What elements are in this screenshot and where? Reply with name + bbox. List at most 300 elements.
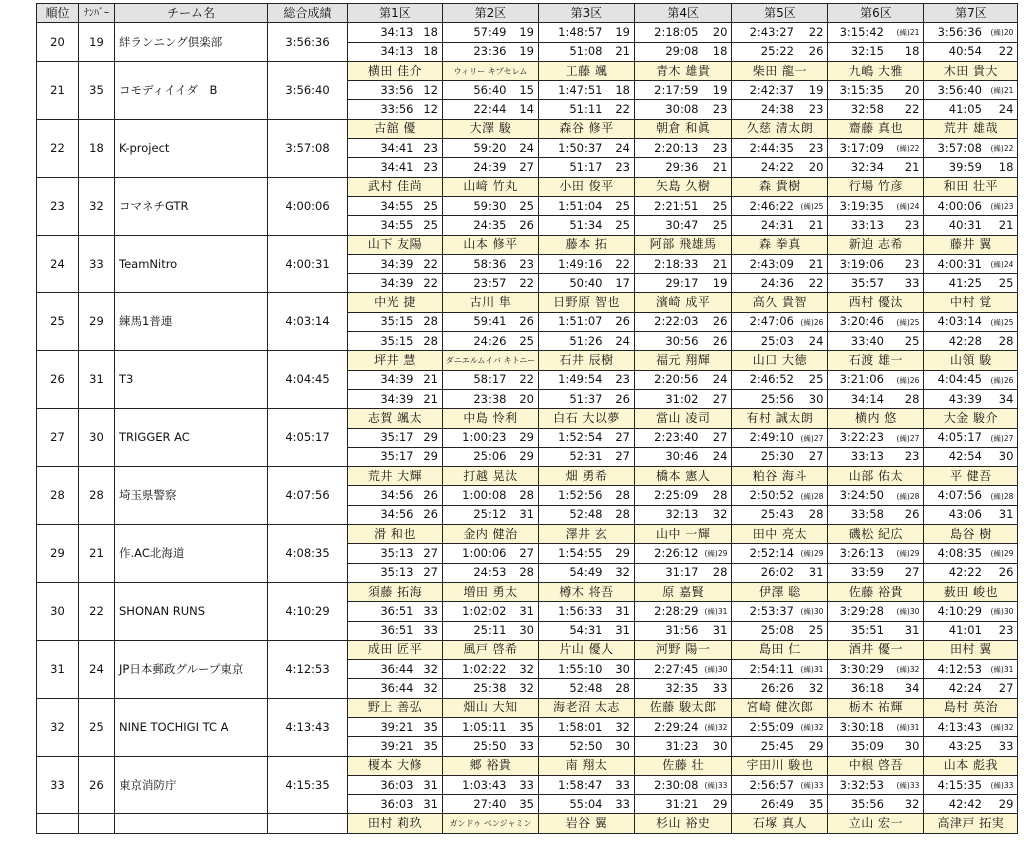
runner-name: 藤井 翼 bbox=[924, 235, 1018, 254]
leg-time: 40:31 bbox=[924, 216, 986, 235]
bib-number: 21 bbox=[79, 525, 115, 583]
leg-time: 24:26 bbox=[443, 332, 511, 351]
bib-number: 22 bbox=[79, 582, 115, 640]
leg-time: 1:50:37 bbox=[539, 139, 607, 158]
leg-rank: 32 bbox=[888, 795, 924, 814]
leg-rank: 27 bbox=[798, 447, 828, 466]
leg-rank: 18 bbox=[703, 42, 732, 61]
leg-time: 43:25 bbox=[924, 737, 986, 756]
runner-names-row bbox=[37, 61, 1018, 80]
leg-time: 22:44 bbox=[443, 100, 511, 119]
leg-time: 1:51:04 bbox=[539, 196, 607, 215]
leg-time: 4:12:53 bbox=[924, 660, 986, 679]
leg-rank: 33 bbox=[986, 737, 1018, 756]
leg-time: 25:11 bbox=[443, 621, 511, 640]
runner-name: 石井 辰樹 bbox=[539, 351, 635, 370]
rank: 21 bbox=[37, 61, 79, 119]
leg-rank: (繰)33 bbox=[798, 775, 828, 794]
leg-time: 3:24:50 bbox=[828, 486, 888, 505]
leg-time: 36:03 bbox=[348, 795, 418, 814]
bib-number: 26 bbox=[79, 756, 115, 814]
total-time: 4:12:53 bbox=[268, 640, 348, 698]
empty-cell bbox=[268, 814, 348, 833]
leg-rank: (繰)33 bbox=[986, 775, 1018, 794]
leg-time: 2:56:57 bbox=[732, 775, 798, 794]
leg-rank: 31 bbox=[511, 602, 539, 621]
leg-time: 3:57:08 bbox=[924, 139, 986, 158]
leg-time: 32:58 bbox=[828, 100, 888, 119]
leg-time: 55:04 bbox=[539, 795, 607, 814]
runner-name: 畑山 大知 bbox=[443, 698, 539, 717]
leg-time: 4:08:35 bbox=[924, 544, 986, 563]
leg-rank: 23 bbox=[703, 100, 732, 119]
leg-time: 31:56 bbox=[635, 621, 703, 640]
leg-time: 3:30:29 bbox=[828, 660, 888, 679]
leg-rank: 20 bbox=[511, 389, 539, 408]
runner-name: 岩谷 翼 bbox=[539, 814, 635, 833]
leg-rank: 28 bbox=[418, 332, 443, 351]
leg-time: 24:38 bbox=[732, 100, 798, 119]
runner-names-row bbox=[37, 177, 1018, 196]
leg-time: 1:58:47 bbox=[539, 775, 607, 794]
leg-rank: 23 bbox=[888, 216, 924, 235]
leg-rank: 29 bbox=[418, 428, 443, 447]
leg-time: 34:56 bbox=[348, 505, 418, 524]
leg-time: 41:25 bbox=[924, 274, 986, 293]
leg-rank: 31 bbox=[607, 602, 635, 621]
leg-rank: 27 bbox=[888, 563, 924, 582]
leg-time: 2:43:09 bbox=[732, 254, 798, 273]
team-name: コマネチGTR bbox=[115, 177, 268, 235]
leg-rank: 28 bbox=[511, 563, 539, 582]
runner-name: 武村 佳尚 bbox=[348, 177, 443, 196]
rank: 33 bbox=[37, 756, 79, 814]
runner-names-row bbox=[37, 698, 1018, 717]
runner-name: 西村 優汰 bbox=[828, 293, 924, 312]
leg-rank: 33 bbox=[511, 737, 539, 756]
leg-time: 2:28:29 bbox=[635, 602, 703, 621]
runner-name: 島田 仁 bbox=[732, 640, 828, 659]
leg-time: 24:22 bbox=[732, 158, 798, 177]
leg-time: 1:00:08 bbox=[443, 486, 511, 505]
leg-rank: 26 bbox=[511, 312, 539, 331]
leg-time: 34:13 bbox=[348, 23, 418, 42]
leg-time: 30:56 bbox=[635, 332, 703, 351]
leg-rank: 25 bbox=[888, 332, 924, 351]
runner-name: 原 嘉賢 bbox=[635, 582, 732, 601]
leg-rank: 31 bbox=[986, 505, 1018, 524]
leg-time: 51:08 bbox=[539, 42, 607, 61]
leg-time: 31:17 bbox=[635, 563, 703, 582]
leg-rank: 29 bbox=[511, 447, 539, 466]
runner-name: 磯松 紀広 bbox=[828, 525, 924, 544]
leg-time: 2:29:24 bbox=[635, 717, 703, 736]
leg-time: 2:18:05 bbox=[635, 23, 703, 42]
leg-rank: 21 bbox=[703, 158, 732, 177]
runner-name: 郷 裕貴 bbox=[443, 756, 539, 775]
leg-time: 33:13 bbox=[828, 447, 888, 466]
leg-time: 4:00:06 bbox=[924, 196, 986, 215]
leg-rank: 23 bbox=[986, 621, 1018, 640]
leg-time: 25:12 bbox=[443, 505, 511, 524]
leg-time: 1:02:02 bbox=[443, 602, 511, 621]
runner-name: 横内 悠 bbox=[828, 409, 924, 428]
runner-name: 齋藤 真也 bbox=[828, 119, 924, 138]
leg-time: 58:36 bbox=[443, 254, 511, 273]
leg-rank: 26 bbox=[607, 389, 635, 408]
runner-name: 石塚 真人 bbox=[732, 814, 828, 833]
leg-time: 1:02:22 bbox=[443, 660, 511, 679]
leg-rank: 29 bbox=[607, 544, 635, 563]
leg-rank: (繰)29 bbox=[703, 544, 732, 563]
results-table bbox=[36, 3, 1018, 834]
leg-time: 35:57 bbox=[828, 274, 888, 293]
rank: 26 bbox=[37, 351, 79, 409]
runner-name: 片山 優人 bbox=[539, 640, 635, 659]
leg-rank: 30 bbox=[511, 621, 539, 640]
leg-rank: 27 bbox=[703, 428, 732, 447]
leg-time: 2:47:06 bbox=[732, 312, 798, 331]
leg-time: 4:05:17 bbox=[924, 428, 986, 447]
leg-time: 1:05:11 bbox=[443, 717, 511, 736]
leg-time: 1:52:54 bbox=[539, 428, 607, 447]
team-name: コモディイイダ B bbox=[115, 61, 268, 119]
leg-rank: 26 bbox=[511, 216, 539, 235]
header-team: チーム名 bbox=[115, 4, 268, 23]
runner-name: 當山 凌司 bbox=[635, 409, 732, 428]
bib-number: 31 bbox=[79, 351, 115, 409]
leg-time: 39:59 bbox=[924, 158, 986, 177]
leg-time: 30:08 bbox=[635, 100, 703, 119]
leg-rank: (繰)31 bbox=[703, 602, 732, 621]
leg-time: 51:11 bbox=[539, 100, 607, 119]
leg-rank: (繰)28 bbox=[986, 486, 1018, 505]
rank: 29 bbox=[37, 525, 79, 583]
leg-rank: 25 bbox=[607, 196, 635, 215]
runner-name: 山﨑 竹丸 bbox=[443, 177, 539, 196]
leg-rank: 23 bbox=[607, 158, 635, 177]
runner-names-row bbox=[37, 525, 1018, 544]
runner-name: 久慈 清太朗 bbox=[732, 119, 828, 138]
rank: 27 bbox=[37, 409, 79, 467]
leg-time: 41:01 bbox=[924, 621, 986, 640]
runner-name: 濱崎 成平 bbox=[635, 293, 732, 312]
runner-name: 山口 大徳 bbox=[732, 351, 828, 370]
leg-time: 52:48 bbox=[539, 505, 607, 524]
leg-time: 27:40 bbox=[443, 795, 511, 814]
leg-time: 4:03:14 bbox=[924, 312, 986, 331]
leg-time: 31:21 bbox=[635, 795, 703, 814]
leg-time: 33:58 bbox=[828, 505, 888, 524]
leg-rank: 25 bbox=[798, 621, 828, 640]
leg-time: 51:26 bbox=[539, 332, 607, 351]
leg-time: 51:37 bbox=[539, 389, 607, 408]
runner-name: 山本 修平 bbox=[443, 235, 539, 254]
leg-time: 35:09 bbox=[828, 737, 888, 756]
leg-time: 25:22 bbox=[732, 42, 798, 61]
runner-name: 宇田川 駿也 bbox=[732, 756, 828, 775]
runner-name: 打越 晃汰 bbox=[443, 467, 539, 486]
leg-time: 25:03 bbox=[732, 332, 798, 351]
runner-names-row bbox=[37, 119, 1018, 138]
runner-name: 中根 啓吾 bbox=[828, 756, 924, 775]
leg-rank: (繰)30 bbox=[798, 602, 828, 621]
runner-name: 荒井 大輝 bbox=[348, 467, 443, 486]
runner-name: 高久 貴智 bbox=[732, 293, 828, 312]
header-leg-2: 第2区 bbox=[443, 4, 539, 23]
leg-rank: 29 bbox=[511, 428, 539, 447]
team-name: JP日本郵政グループ東京 bbox=[115, 640, 268, 698]
leg-time: 29:17 bbox=[635, 274, 703, 293]
runner-name: 中島 怜利 bbox=[443, 409, 539, 428]
leg-rank: 23 bbox=[418, 158, 443, 177]
leg-rank: 21 bbox=[418, 389, 443, 408]
leg-rank: 22 bbox=[418, 274, 443, 293]
runner-name: 榎本 大修 bbox=[348, 756, 443, 775]
leg-rank: 33 bbox=[418, 621, 443, 640]
leg-time: 2:55:09 bbox=[732, 717, 798, 736]
leg-time: 42:42 bbox=[924, 795, 986, 814]
runner-name: 中光 捷 bbox=[348, 293, 443, 312]
team-name: K-project bbox=[115, 119, 268, 177]
leg-rank: 23 bbox=[798, 139, 828, 158]
leg-rank: 18 bbox=[418, 23, 443, 42]
leg-rank: 28 bbox=[703, 563, 732, 582]
runner-name: 木田 貴大 bbox=[924, 61, 1018, 80]
runner-name: 立山 宏一 bbox=[828, 814, 924, 833]
runner-name: 橋本 憲人 bbox=[635, 467, 732, 486]
leg-rank: 22 bbox=[511, 274, 539, 293]
leg-time: 36:44 bbox=[348, 679, 418, 698]
leg-time: 23:36 bbox=[443, 42, 511, 61]
runner-name: 柴田 龍一 bbox=[732, 61, 828, 80]
leg-rank: (繰)33 bbox=[703, 775, 732, 794]
leg-time: 2:42:37 bbox=[732, 81, 798, 100]
leg-rank: 35 bbox=[511, 717, 539, 736]
leg-time: 30:46 bbox=[635, 447, 703, 466]
leg-rank: (繰)25 bbox=[888, 312, 924, 331]
leg-rank: 31 bbox=[607, 621, 635, 640]
leg-rank: 28 bbox=[511, 486, 539, 505]
runner-name: 大金 駿介 bbox=[924, 409, 1018, 428]
runner-name: 山本 彪我 bbox=[924, 756, 1018, 775]
leg-rank: 30 bbox=[798, 389, 828, 408]
runner-name: 滑 和也 bbox=[348, 525, 443, 544]
runner-name: 藤本 拓 bbox=[539, 235, 635, 254]
team-name: TeamNitro bbox=[115, 235, 268, 293]
runner-name: 粕谷 海斗 bbox=[732, 467, 828, 486]
leg-rank: 26 bbox=[703, 312, 732, 331]
leg-time: 32:35 bbox=[635, 679, 703, 698]
leg-rank: 29 bbox=[798, 737, 828, 756]
leg-time: 42:28 bbox=[924, 332, 986, 351]
leg-time: 24:39 bbox=[443, 158, 511, 177]
leg-time: 4:15:35 bbox=[924, 775, 986, 794]
leg-rank: 24 bbox=[511, 139, 539, 158]
header-leg-3: 第3区 bbox=[539, 4, 635, 23]
runner-name: 横田 佳介 bbox=[348, 61, 443, 80]
leg-rank: 33 bbox=[418, 602, 443, 621]
leg-time: 3:15:35 bbox=[828, 81, 888, 100]
rank: 30 bbox=[37, 582, 79, 640]
leg-rank: 21 bbox=[607, 42, 635, 61]
header-leg-1: 第1区 bbox=[348, 4, 443, 23]
leg-rank: 21 bbox=[798, 254, 828, 273]
leg-rank: 22 bbox=[511, 370, 539, 389]
leg-time: 25:43 bbox=[732, 505, 798, 524]
leg-rank: 18 bbox=[888, 42, 924, 61]
team-name: NINE TOCHIGI TC A bbox=[115, 698, 268, 756]
leg-time: 1:56:33 bbox=[539, 602, 607, 621]
leg-rank: (繰)29 bbox=[986, 544, 1018, 563]
runner-names-row bbox=[37, 467, 1018, 486]
leg-time: 36:18 bbox=[828, 679, 888, 698]
team-name: 埼玉県警察 bbox=[115, 467, 268, 525]
runner-name: 森 拳真 bbox=[732, 235, 828, 254]
leg-rank: 35 bbox=[798, 795, 828, 814]
leg-rank: 28 bbox=[607, 505, 635, 524]
leg-time: 39:21 bbox=[348, 737, 418, 756]
leg-time: 32:13 bbox=[635, 505, 703, 524]
leg-time: 31:02 bbox=[635, 389, 703, 408]
leg-time: 42:24 bbox=[924, 679, 986, 698]
team-name: T3 bbox=[115, 351, 268, 409]
bib-number: 30 bbox=[79, 409, 115, 467]
leg-rank: 25 bbox=[703, 216, 732, 235]
leg-rank: (繰)27 bbox=[798, 428, 828, 447]
leg-rank: (繰)24 bbox=[986, 254, 1018, 273]
leg-time: 35:15 bbox=[348, 332, 418, 351]
leg-rank: 18 bbox=[986, 158, 1018, 177]
leg-time: 29:36 bbox=[635, 158, 703, 177]
runner-name: 河野 陽一 bbox=[635, 640, 732, 659]
runner-name: 栃木 祐輝 bbox=[828, 698, 924, 717]
leg-time: 4:10:29 bbox=[924, 602, 986, 621]
leg-rank: 30 bbox=[607, 737, 635, 756]
leg-time: 1:47:51 bbox=[539, 81, 607, 100]
leg-time: 34:39 bbox=[348, 254, 418, 273]
runner-name: 九嶋 大雅 bbox=[828, 61, 924, 80]
leg-time: 36:51 bbox=[348, 621, 418, 640]
runner-name: 矢島 久樹 bbox=[635, 177, 732, 196]
leg-time: 3:56:40 bbox=[924, 81, 986, 100]
leg-time: 35:51 bbox=[828, 621, 888, 640]
leg-rank: 21 bbox=[418, 370, 443, 389]
leg-time: 2:54:11 bbox=[732, 660, 798, 679]
leg-time: 52:50 bbox=[539, 737, 607, 756]
runner-name: 新迫 志希 bbox=[828, 235, 924, 254]
leg-time: 42:54 bbox=[924, 447, 986, 466]
leg-time: 35:17 bbox=[348, 428, 418, 447]
rank: 31 bbox=[37, 640, 79, 698]
empty-cell bbox=[37, 814, 79, 833]
runner-names-row bbox=[37, 351, 1018, 370]
leg-time: 2:52:14 bbox=[732, 544, 798, 563]
team-name: 絆ランニング倶楽部 bbox=[115, 23, 268, 62]
leg-rank: 24 bbox=[798, 332, 828, 351]
runner-name: 森 貴樹 bbox=[732, 177, 828, 196]
rank: 28 bbox=[37, 467, 79, 525]
leg-rank: (繰)30 bbox=[986, 602, 1018, 621]
leg-time: 3:20:46 bbox=[828, 312, 888, 331]
leg-time: 34:13 bbox=[348, 42, 418, 61]
leg-time: 3:17:09 bbox=[828, 139, 888, 158]
runner-name: 佐藤 駿太郎 bbox=[635, 698, 732, 717]
leg-rank: 22 bbox=[607, 100, 635, 119]
header-row bbox=[37, 4, 1018, 23]
leg-time: 25:06 bbox=[443, 447, 511, 466]
runner-name: 有村 誠太朗 bbox=[732, 409, 828, 428]
runner-name: 志賀 颯太 bbox=[348, 409, 443, 428]
bib-number: 35 bbox=[79, 61, 115, 119]
leg-time: 24:53 bbox=[443, 563, 511, 582]
leg-rank: 24 bbox=[703, 447, 732, 466]
leg-time: 23:57 bbox=[443, 274, 511, 293]
leg-time: 2:46:52 bbox=[732, 370, 798, 389]
leg-rank: 26 bbox=[418, 505, 443, 524]
runner-name: 青木 雄貴 bbox=[635, 61, 732, 80]
leg-time: 25:08 bbox=[732, 621, 798, 640]
leg-rank: 18 bbox=[607, 81, 635, 100]
leg-rank: 27 bbox=[511, 544, 539, 563]
leg-time: 34:14 bbox=[828, 389, 888, 408]
runner-name: 風戸 啓希 bbox=[443, 640, 539, 659]
leg-rank: 34 bbox=[888, 679, 924, 698]
total-time: 3:56:40 bbox=[268, 61, 348, 119]
leg-time: 3:56:36 bbox=[924, 23, 986, 42]
bib-number: 33 bbox=[79, 235, 115, 293]
runner-names-row bbox=[37, 235, 1018, 254]
leg-rank: (繰)32 bbox=[986, 717, 1018, 736]
empty-cell bbox=[115, 814, 268, 833]
leg-rank: (繰)21 bbox=[986, 81, 1018, 100]
runner-name: 増田 勇太 bbox=[443, 582, 539, 601]
leg-time: 51:34 bbox=[539, 216, 607, 235]
leg-rank: (繰)25 bbox=[798, 196, 828, 215]
rank: 23 bbox=[37, 177, 79, 235]
leg-rank: 19 bbox=[607, 23, 635, 42]
leg-time: 59:41 bbox=[443, 312, 511, 331]
header-leg-4: 第4区 bbox=[635, 4, 732, 23]
leg-rank: 33 bbox=[703, 679, 732, 698]
runner-name: 山部 佑太 bbox=[828, 467, 924, 486]
team-row bbox=[37, 23, 1018, 42]
runner-name: 須藤 拓海 bbox=[348, 582, 443, 601]
runner-name: 澤井 玄 bbox=[539, 525, 635, 544]
runner-name: 杉山 裕史 bbox=[635, 814, 732, 833]
total-time: 3:57:08 bbox=[268, 119, 348, 177]
leg-time: 2:21:51 bbox=[635, 196, 703, 215]
leg-time: 1:55:10 bbox=[539, 660, 607, 679]
runner-name: 坪井 慧 bbox=[348, 351, 443, 370]
leg-rank: 30 bbox=[607, 660, 635, 679]
runner-name: 南 翔太 bbox=[539, 756, 635, 775]
leg-rank: 22 bbox=[607, 254, 635, 273]
leg-rank: 33 bbox=[888, 274, 924, 293]
runner-name: 薮田 峻也 bbox=[924, 582, 1018, 601]
runner-name: ガンドゥ ベンジャミン bbox=[443, 814, 539, 833]
total-time: 4:00:06 bbox=[268, 177, 348, 235]
leg-rank: 33 bbox=[607, 775, 635, 794]
runner-name: 海老沼 太志 bbox=[539, 698, 635, 717]
leg-time: 36:03 bbox=[348, 775, 418, 794]
leg-time: 1:52:56 bbox=[539, 486, 607, 505]
leg-time: 2:53:37 bbox=[732, 602, 798, 621]
runner-name: 古川 隼 bbox=[443, 293, 539, 312]
runner-name: 石渡 雄一 bbox=[828, 351, 924, 370]
total-time: 4:15:35 bbox=[268, 756, 348, 814]
runner-name: 佐藤 壮 bbox=[635, 756, 732, 775]
